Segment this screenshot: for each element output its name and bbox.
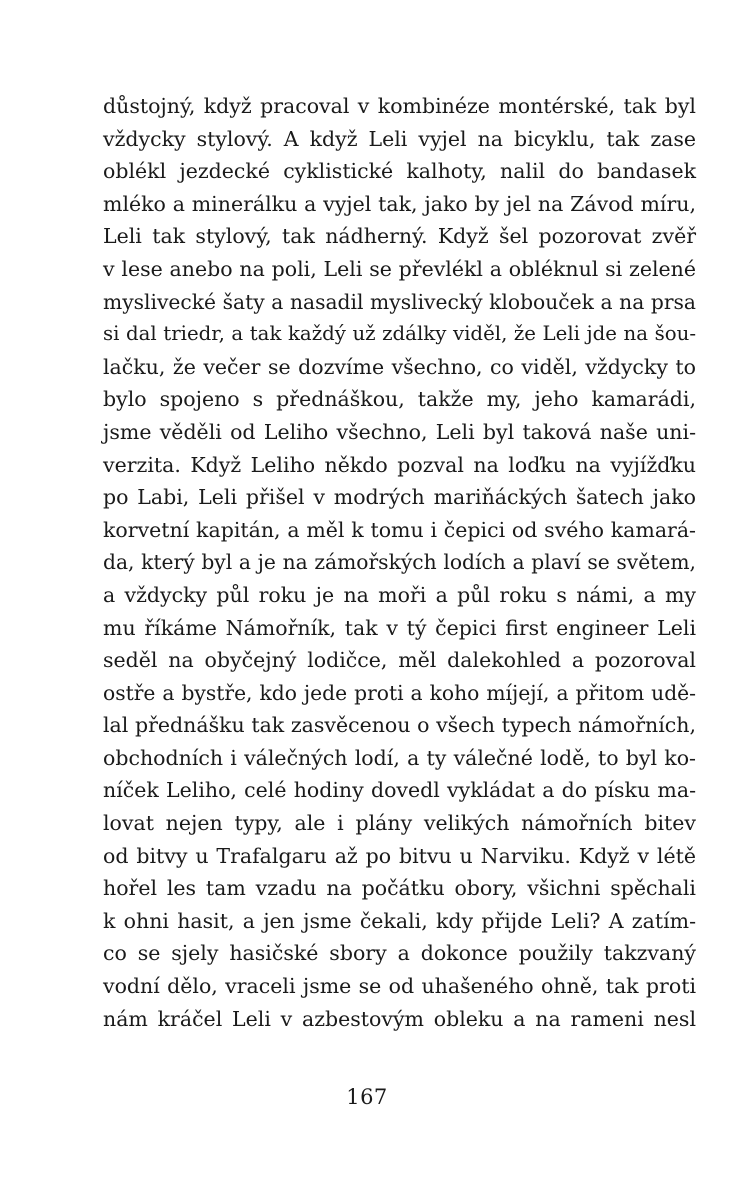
page-number: 167 — [346, 1085, 388, 1109]
text-line: v lese anebo na poli, Leli se převlékl a obléknul si zelené — [103, 256, 696, 281]
text-line: lovat nejen typy, ale i plány velikých námořních bitev — [103, 811, 696, 836]
text-line: lal přednášku tak zasvěcenou o všech typech námořních, — [103, 713, 696, 738]
text-line: lačku, že večer se dozvíme všechno, co viděl, vždycky to — [103, 354, 696, 379]
text-line: si dal triedr, a tak každý už zdálky viděl, že Leli jde na šou- — [103, 322, 696, 346]
text-line: mu říkáme Námořník, tak v tý čepici first engineer Leli — [103, 615, 696, 640]
text-line: korvetní kapitán, a měl k tomu i čepici od svého kamará- — [103, 517, 696, 542]
body-text — [103, 90, 696, 1035]
text-line: vždycky stylový. A když Leli vyjel na bicyklu, tak zase — [103, 126, 696, 151]
text-line: verzita. Když Leliho někdo pozval na loďku na vyjížďku — [103, 452, 696, 477]
text-line: a vždycky půl roku je na moři a půl roku s námi, a my — [103, 582, 696, 607]
text-line: vodní dělo, vraceli jsme se od uhašeného ohně, tak proti — [103, 974, 696, 999]
text-line: Leli tak stylový, tak nádherný. Když šel pozorovat zvěř — [103, 224, 696, 249]
text-line: k ohni hasit, a jen jsme čekali, kdy přijde Leli? A zatím- — [103, 908, 696, 933]
text-line: od bitvy u Trafalgaru až po bitvu u Narviku. Když v létě — [103, 843, 696, 868]
text-line: bylo spojeno s přednáškou, takže my, jeho kamarádi, — [103, 387, 696, 412]
text-line: myslivecké šaty a nasadil myslivecký klobouček a na prsa — [103, 289, 696, 314]
text-line: oblékl jezdecké cyklistické kalhoty, nalil do bandasek — [103, 159, 696, 184]
text-line: obchodních i válečných lodí, a ty válečné lodě, to byl ko- — [103, 745, 696, 770]
text-line: jsme věděli od Leliho všechno, Leli byl taková naše uni- — [103, 419, 696, 444]
text-line: důstojný, když pracoval v kombinéze montérské, tak byl — [103, 94, 696, 118]
text-line: seděl na obyčejný lodičce, měl dalekohled a pozoroval — [103, 648, 696, 673]
text-line: níček Leliho, celé hodiny dovedl vykládat a do písku ma- — [103, 778, 696, 803]
text-line: da, který byl a je na zámořských lodích a plaví se světem, — [103, 550, 696, 575]
text-line: nám kráčel Leli v azbestovým obleku a na rameni nesl — [103, 1006, 696, 1031]
text-line: hořel les tam vzadu na počátku obory, všichni spěchali — [103, 876, 696, 901]
text-line: ostře a bystře, kdo jede proti a koho míjejí, a přitom udě- — [103, 680, 696, 705]
text-line: mléko a minerálku a vyjel tak, jako by jel na Závod míru, — [103, 191, 696, 216]
text-line: co se sjely hasičské sbory a dokonce použily takzvaný — [103, 941, 696, 966]
text-line: po Labi, Leli přišel v modrých mariňáckých šatech jako — [103, 485, 696, 510]
